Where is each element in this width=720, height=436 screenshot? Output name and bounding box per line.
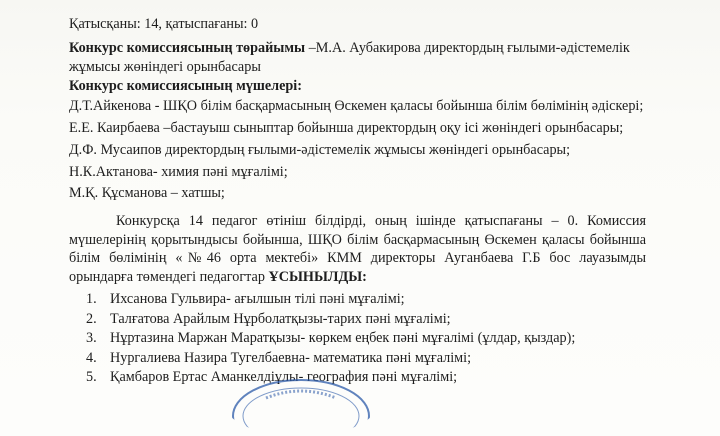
recommended-label: ҰСЫНЫЛДЫ: (268, 269, 367, 285)
list-item: 3. Нұртазина Маржан Маратқызы- көркем еңбек пәні мұғалімі (ұлдар, қыздар); (86, 330, 576, 346)
list-item: 1. Ихсанова Гульвира- ағылшын тілі пәні мұғалімі; (86, 291, 405, 307)
member-line: Д.Ф. Мусаипов директордың ғылыми-әдістемелік жұмысы жөніндегі орынбасары; (69, 142, 571, 158)
official-stamp (226, 376, 376, 436)
list-item: 4. Нургалиева Назира Тугелбаевна- математика пәні мұғалімі; (86, 349, 472, 366)
attendance-line: Қатысқаны: 14, қатыспағаны: 0 (69, 16, 259, 32)
chair-value: –М.А. Аубакирова директордың ғылыми-әдістемелік (305, 40, 630, 56)
member-line: Е.Е. Каирбаева –бастауыш сыныптар бойынша директордың оқу ісі жөніндегі орынбасары; (69, 120, 624, 136)
paragraph-line: білім бөлімінің «№46 орта мектебі» КММ директоры Ауганбаева Г.Б бос лауазымды (69, 250, 646, 266)
paragraph-text: орындарға төмендегі педагогтар (69, 269, 269, 285)
member-line: Д.Т.Айкенова - ШҚО білім басқармасының Өскемен қаласы бойынша білім бөлімінің әдіскері; (69, 98, 644, 114)
members-heading: Конкурс комиссиясының мүшелері: (69, 78, 302, 94)
recommended-list (86, 290, 575, 388)
list-item: 2. Талғатова Арайлым Нұрболатқызы-тарих пәні мұғалімі; (86, 310, 451, 327)
list-item: 5. Қамбаров Ертас Аманкелдіұлы- география пәні мұғалімі; (86, 369, 458, 385)
paragraph-line: мүшелерінің қорытындысы бойынша, ШҚО білім басқармасының Өскемен қаласы бойынша (69, 232, 646, 248)
paragraph-line: Конкурсқа 14 педагог өтініш білдірді, оның ішінде қатыспағаны – 0. Комиссия (116, 213, 646, 229)
chair-line (69, 40, 630, 57)
chair-label: Конкурс комиссиясының төрайымы (69, 40, 306, 56)
paragraph-line (69, 269, 367, 286)
member-line: М.Қ. Құсманова – хатшы; (69, 185, 225, 201)
member-line: Н.К.Актанова- химия пәні мұғалімі; (69, 164, 288, 180)
chair-continuation: жұмысы жөніндегі орынбасары (69, 59, 261, 75)
